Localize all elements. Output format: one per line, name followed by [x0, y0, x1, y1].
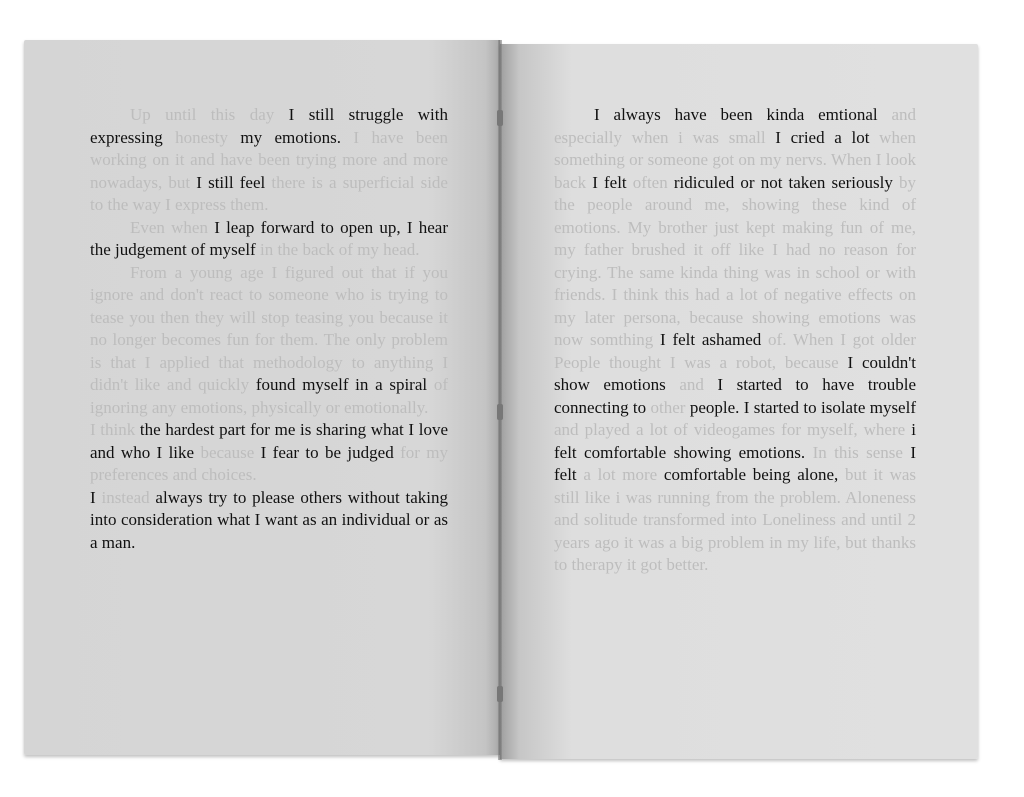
faded-text: other [650, 397, 690, 417]
book-gutter [498, 40, 502, 760]
highlighted-text: comfortable being alone, [663, 465, 845, 484]
faded-text: because [200, 442, 261, 462]
staple-bottom [497, 686, 503, 702]
faded-text: In this sense [812, 442, 911, 462]
paragraph [90, 262, 448, 420]
highlighted-text: always try to please others without taking into consideration what I want as an individual or as a man. [90, 487, 448, 552]
highlighted-text: people. I started to isolate myself [689, 397, 916, 417]
paragraph [90, 419, 448, 487]
highlighted-text: I still feel [196, 172, 272, 192]
faded-text: by the people around me, showing these kind of emotions. My brother just kept making fun of me, my father brushed it off like I had no reason for crying. The same kinda thing was in school or with friends. I think this had a lot of negative effects on my later persona, because showing emotions was now somthing [554, 172, 916, 349]
highlighted-text: found myself in a spiral [255, 375, 434, 394]
highlighted-text: I cried a lot [775, 127, 880, 147]
faded-text: From a young age I figured out that if you ignore and don't react to someone who is trying to tease you then they will stop teasing you because it no longer becomes fun for them. The only problem is that I applied that methodology to anything I didn't like and quickly [90, 262, 448, 394]
staple-top [497, 110, 503, 126]
paragraph [90, 217, 448, 262]
faded-text: of. When I got older People thought I was a robot, because [554, 330, 917, 372]
faded-text: instead [101, 487, 156, 507]
right-page-text [554, 104, 916, 577]
faded-text: but it was still like i was running from the problem. Aloneness and solitude transformed into Loneliness and until 2 years ago it was a big problem in my life, but thanks to therapy it got better. [554, 465, 917, 574]
highlighted-text: I started to have trouble connecting to [554, 375, 916, 417]
highlighted-text: I [90, 487, 102, 507]
faded-text: and played a lot of videogames for myself, where [554, 420, 912, 439]
faded-text: I think [90, 420, 140, 439]
faded-text: of ignoring any emotions, physically or emotionally. [90, 375, 448, 417]
faded-text: in the back of my head. [259, 240, 420, 259]
faded-text: for my preferences and choices. [90, 442, 448, 484]
highlighted-text: the hardest part for me is sharing what I love and who I like [90, 420, 448, 462]
staple-middle [497, 404, 503, 420]
highlighted-text: I fear to be judged [260, 442, 401, 462]
highlighted-text: i felt comfortable showing emotions. [554, 420, 916, 462]
faded-text: when something or someone got on my nervs. When I look back [554, 127, 916, 192]
highlighted-text: I felt [554, 442, 916, 484]
faded-text: often [632, 172, 674, 192]
paragraph [90, 487, 448, 555]
highlighted-text: I still struggle with expressing [90, 105, 448, 147]
highlighted-text: I couldn't show emotions [554, 352, 916, 394]
left-page-text [90, 104, 448, 554]
faded-text: I have been working on it and have been trying more and more nowadays, but [90, 127, 449, 192]
highlighted-text: ridiculed or not taken seriously [673, 172, 899, 192]
faded-text: Even when [130, 217, 215, 237]
highlighted-text: I felt ashamed [660, 330, 769, 349]
faded-text: and especially when i was small [554, 105, 916, 147]
faded-text: honesty [175, 127, 241, 147]
paragraph [90, 104, 448, 217]
highlighted-text: I always have been kinda emtional [594, 105, 892, 124]
highlighted-text: I felt [592, 172, 633, 192]
paragraph [554, 104, 916, 577]
faded-text: Up until this day [130, 105, 289, 124]
highlighted-text: my emotions. [240, 127, 354, 147]
faded-text: a lot more [583, 465, 664, 484]
faded-text: and [679, 375, 718, 394]
faded-text: there is a superficial side to the way I express them. [90, 172, 448, 214]
highlighted-text: I leap forward to open up, I hear the judgement of myself [90, 217, 448, 259]
booklet-spread [24, 40, 979, 760]
